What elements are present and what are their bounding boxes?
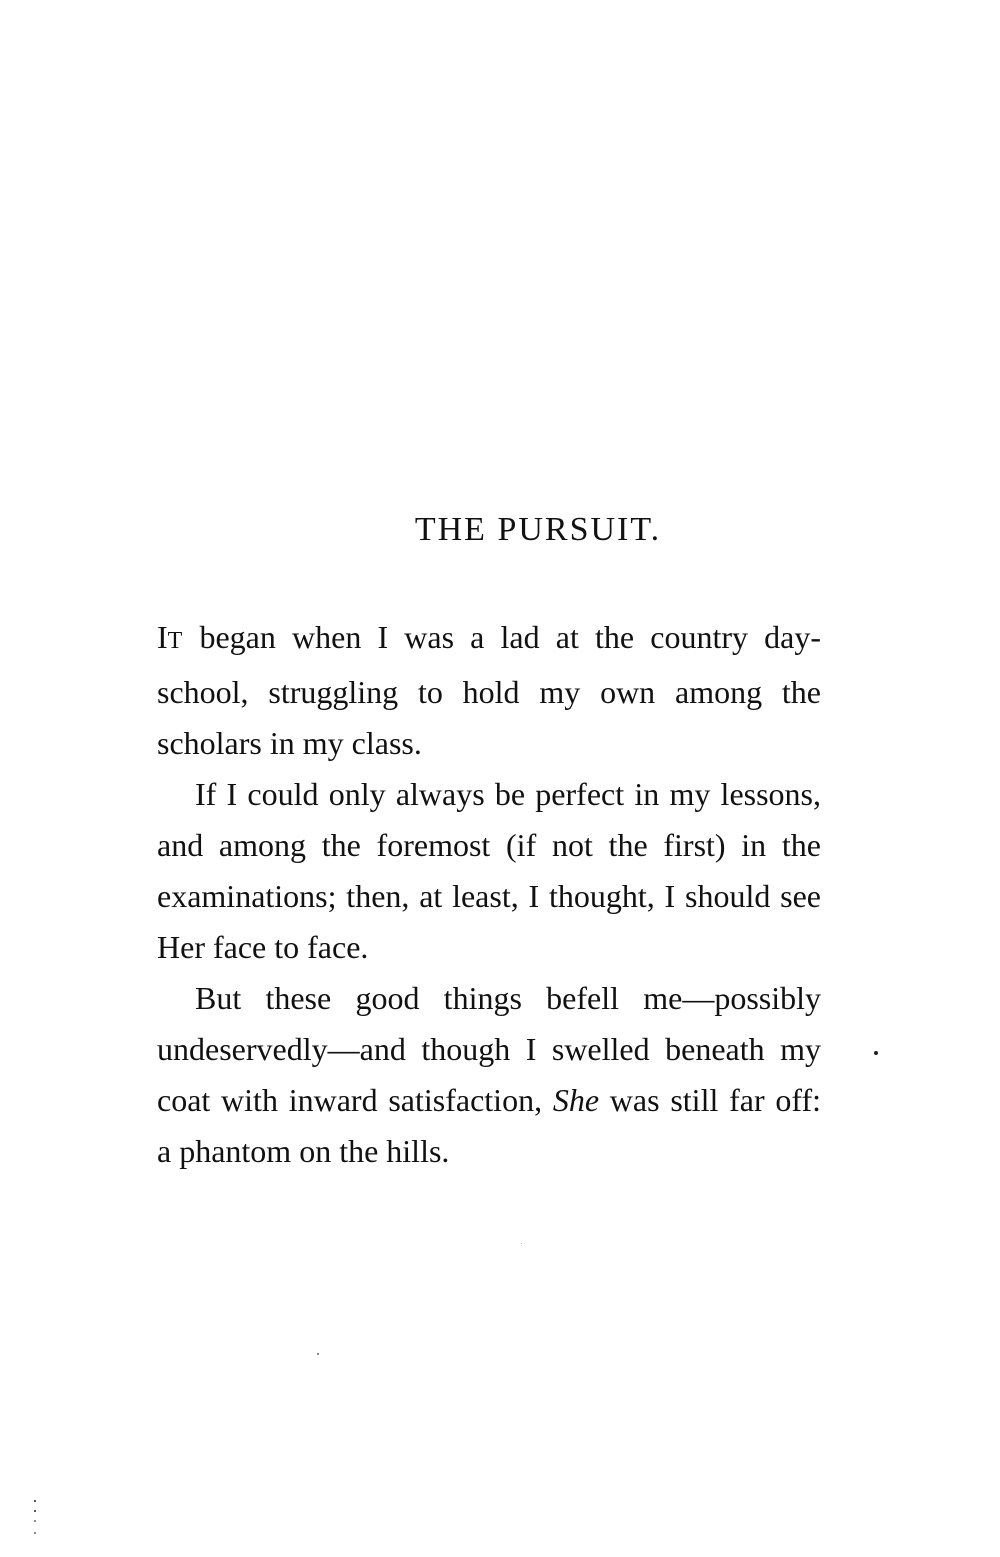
small-caps-initial: I	[157, 619, 168, 655]
scan-speck	[874, 1051, 878, 1055]
scan-speck	[34, 1500, 36, 1502]
scan-speck	[317, 1353, 319, 1355]
scan-speck	[521, 1243, 522, 1244]
scan-speck	[34, 1532, 36, 1534]
scan-speck	[34, 1510, 36, 1512]
small-caps-rest: T	[167, 628, 184, 654]
italic-she: She	[552, 1082, 600, 1118]
chapter-title: THE PURSUIT.	[414, 511, 662, 548]
scan-speck	[34, 1520, 36, 1522]
paragraph-3	[157, 973, 821, 1177]
chapter-body	[157, 612, 821, 1177]
paragraph-1	[157, 612, 821, 769]
paragraph-3-text: But these good things befell me—possibly undeservedly—and though I swelled beneath my coat with inward satisfaction,	[157, 980, 821, 1118]
paragraph-2-text: If I could only always be perfect in my lessons, and among the foremost (if not the first) in the examinations; then, at least, I thought, I should see Her face to face.	[157, 776, 821, 965]
paragraph-1-text: began when I was a lad at the country day-school, struggling to hold my own among the scholars in my class.	[157, 619, 821, 761]
paragraph-2	[157, 769, 821, 973]
paragraph-3-tail: was still far off: a phantom on the hills.	[157, 1082, 822, 1169]
